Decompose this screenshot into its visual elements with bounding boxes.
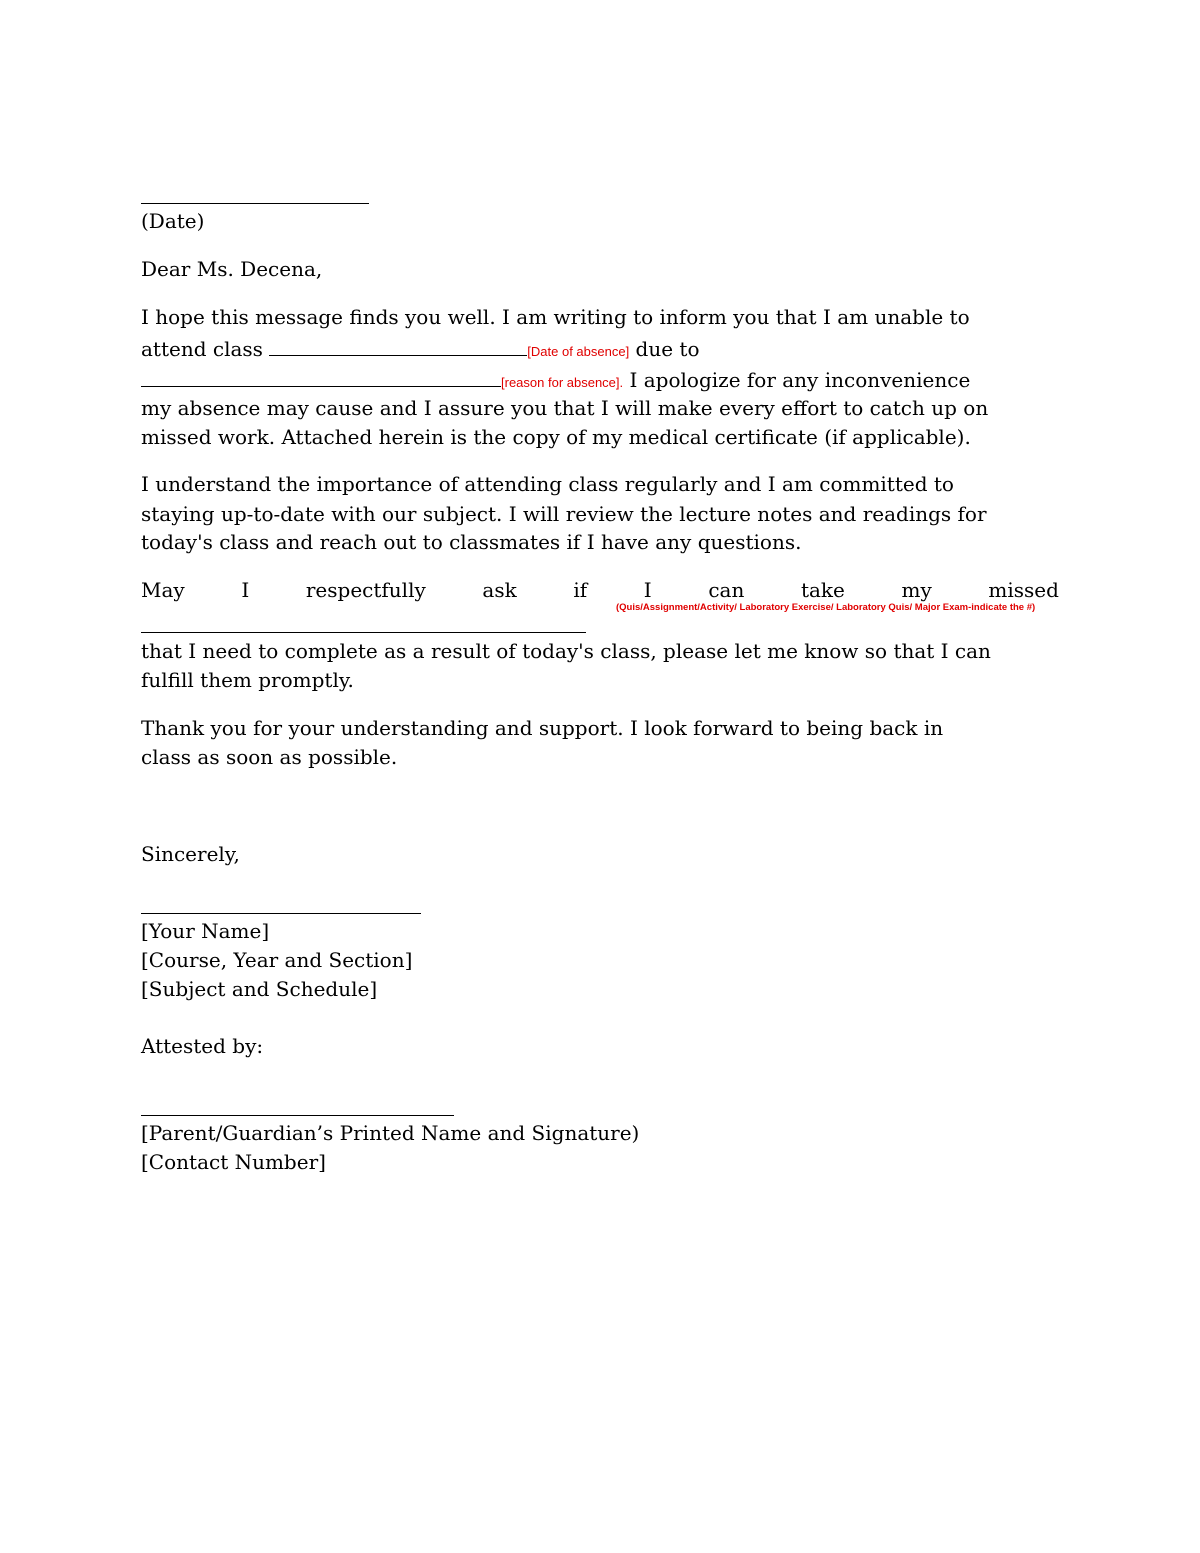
p2-line1: I understand the importance of attending class regularly and I am committed to [141, 472, 954, 496]
p3-word: my [901, 578, 932, 602]
signature-subject: [Subject and Schedule] [141, 977, 378, 1001]
p4-line1: Thank you for your understanding and support. I look forward to being back in [141, 716, 944, 740]
date-blank-line [141, 203, 369, 204]
p1-line3-suffix: I apologize for any inconvenience [623, 368, 971, 392]
p1-line3 [141, 366, 970, 395]
p3-line1 [141, 578, 1059, 602]
p1-line5: missed work. Attached herein is the copy of my medical certificate (if applicable). [141, 425, 971, 449]
p3-word: if [573, 578, 588, 602]
p2-line2: staying up-to-date with our subject. I will review the lecture notes and readings for [141, 502, 987, 526]
p1-line4: my absence may cause and I assure you that I will make every effort to catch up on [141, 396, 989, 420]
p3-line3: fulfill them promptly. [141, 668, 354, 692]
p3-line2: that I need to complete as a result of today's class, please let me know so that I can [141, 639, 991, 663]
missed-work-type-hint: (Quis/Assignment/Activity/ Laboratory Exercise/ Laboratory Quis/ Major Exam-indicate the #) [616, 602, 1036, 613]
reason-for-absence-blank [141, 366, 501, 387]
guardian-blank-line [141, 1115, 454, 1116]
p3-word: missed [988, 578, 1059, 602]
closing: Sincerely, [141, 842, 240, 866]
p4-line2: class as soon as possible. [141, 745, 398, 769]
guardian-name-signature: [Parent/Guardian’s Printed Name and Signature) [141, 1121, 640, 1145]
p1-line2-prefix: attend class [141, 337, 270, 361]
date-label: (Date) [141, 209, 205, 233]
guardian-contact: [Contact Number] [141, 1150, 326, 1174]
p3-word: I [241, 578, 250, 602]
signature-course: [Course, Year and Section] [141, 948, 413, 972]
p1-line1: I hope this message finds you well. I am writing to inform you that I am unable to [141, 305, 970, 329]
signature-blank-line [141, 913, 421, 914]
salutation: Dear Ms. Decena, [141, 257, 323, 281]
date-of-absence-hint: [Date of absence] [527, 344, 630, 359]
missed-work-blank-line [141, 632, 586, 633]
attested-label: Attested by: [141, 1034, 264, 1058]
p3-word: respectfully [305, 578, 426, 602]
date-of-absence-blank [269, 335, 527, 356]
reason-for-absence-hint: [reason for absence]. [501, 375, 624, 390]
p3-word: I [643, 578, 652, 602]
p3-word: May [141, 578, 185, 602]
p1-line2 [141, 335, 700, 364]
signature-name: [Your Name] [141, 919, 270, 943]
p3-word: can [708, 578, 745, 602]
p3-word: take [800, 578, 845, 602]
p1-line2-suffix: due to [629, 337, 700, 361]
p2-line3: today's class and reach out to classmates if I have any questions. [141, 530, 802, 554]
p3-word: ask [482, 578, 517, 602]
